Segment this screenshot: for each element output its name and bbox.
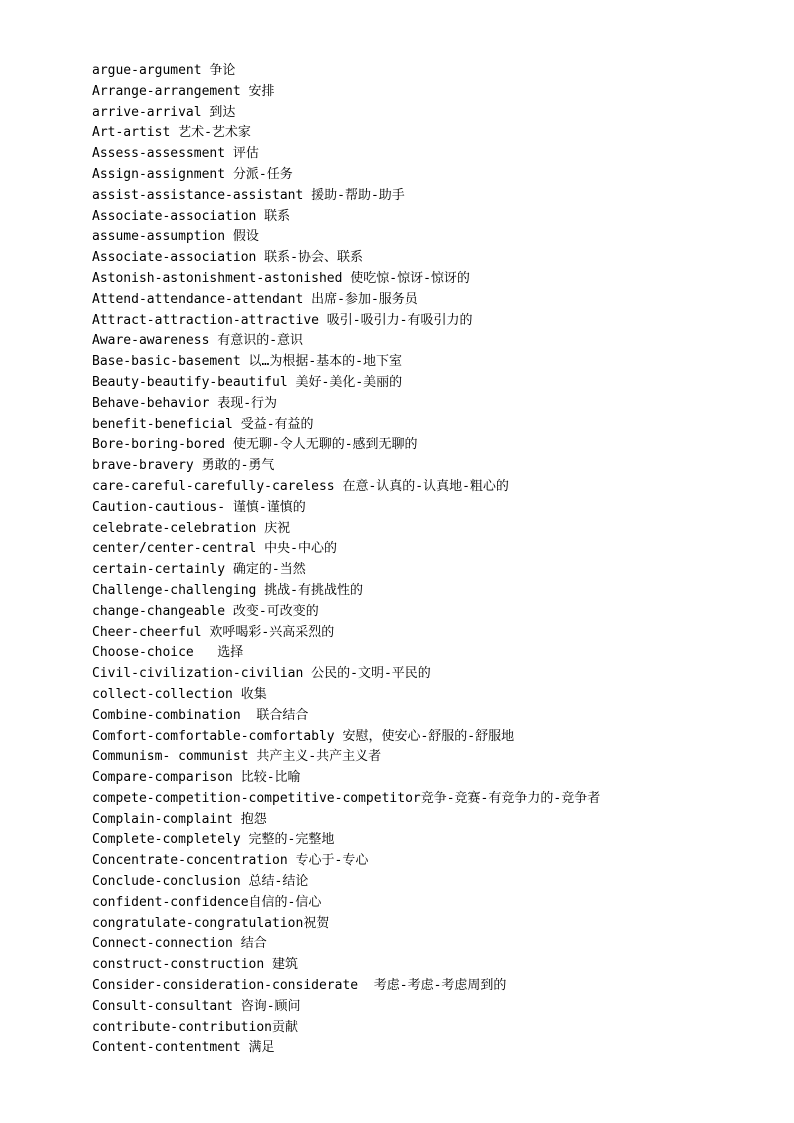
vocabulary-entry: Arrange-arrangement 安排 [92,83,275,99]
vocabulary-entry: Associate-association 联系-协会、联系 [92,250,364,266]
vocabulary-entry: Cheer-cheerful 欢呼喝彩-兴高采烈的 [92,624,335,640]
vocabulary-entry: certain-certainly 确定的-当然 [92,562,306,578]
vocabulary-entry: Conclude-conclusion 总结-结论 [92,874,309,890]
vocabulary-entry: change-changeable 改变-可改变的 [92,603,319,619]
vocabulary-entry: Combine-combination 联合结合 [92,707,309,723]
vocabulary-entry: Content-contentment 满足 [92,1040,275,1056]
vocabulary-list [92,61,600,1059]
vocabulary-entry: Comfort-comfortable-comfortably 安慰，使安心-舒服的-舒服地 [92,728,515,744]
vocabulary-entry: Assess-assessment 评估 [92,146,259,162]
vocabulary-entry: Attend-attendance-attendant 出席-参加-服务员 [92,291,418,307]
vocabulary-entry: Art-artist 艺术-艺术家 [92,125,251,141]
vocabulary-entry: argue-argument 争论 [92,63,236,78]
vocabulary-entry: care-careful-carefully-careless 在意-认真的-认真地-粗心的 [92,478,509,494]
vocabulary-entry: Caution-cautious- 谨慎-谨慎的 [92,499,306,515]
vocabulary-entry: Base-basic-basement 以…为根据-基本的-地下室 [92,354,403,370]
vocabulary-entry: confident-confidence自信的-信心 [92,894,322,910]
vocabulary-entry: Communism- communist 共产主义-共产主义者 [92,749,382,765]
vocabulary-entry: center/center-central 中央-中心的 [92,541,338,557]
vocabulary-entry: assist-assistance-assistant 援助-帮助-助手 [92,187,405,203]
vocabulary-entry: Consult-consultant 咨询-顾问 [92,998,301,1014]
vocabulary-entry: Complain-complaint 抱怨 [92,811,267,827]
vocabulary-entry: Bore-boring-bored 使无聊-令人无聊的-感到无聊的 [92,437,418,453]
vocabulary-entry: Behave-behavior 表现-行为 [92,395,278,411]
vocabulary-entry: Compare-comparison 比较-比喻 [92,770,301,786]
vocabulary-entry: Concentrate-concentration 专心于-专心 [92,853,369,869]
vocabulary-entry: Consider-consideration-considerate 考虑-考虑-考虑周到的 [92,978,507,994]
vocabulary-entry: compete-competition-competitive-competitor竞争-竞赛-有竞争力的-竞争者 [92,790,601,806]
vocabulary-entry: arrive-arrival 到达 [92,104,236,120]
vocabulary-entry: celebrate-celebration 庆祝 [92,520,291,536]
vocabulary-entry: Civil-civilization-civilian 公民的-文明-平民的 [92,666,431,682]
vocabulary-entry: congratulate-congratulation祝贺 [92,915,330,931]
vocabulary-entry: benefit-beneficial 受益-有益的 [92,416,314,432]
vocabulary-entry: Aware-awareness 有意识的-意识 [92,333,304,349]
vocabulary-entry: Associate-association 联系 [92,208,291,224]
vocabulary-entry: Assign-assignment 分派-任务 [92,166,293,182]
vocabulary-entry: construct-construction 建筑 [92,957,299,973]
vocabulary-entry: Astonish-astonishment-astonished 使吃惊-惊讶-惊讶的 [92,270,470,286]
vocabulary-entry: Attract-attraction-attractive 吸引-吸引力-有吸引力的 [92,312,473,328]
vocabulary-entry: assume-assumption 假设 [92,229,259,245]
vocabulary-entry: brave-bravery 勇敢的-勇气 [92,458,275,474]
vocabulary-entry: collect-collection 收集 [92,686,267,702]
vocabulary-entry: Beauty-beautify-beautiful 美好-美化-美丽的 [92,374,403,390]
vocabulary-entry: Complete-completely 完整的-完整地 [92,832,335,848]
vocabulary-entry: Connect-connection 结合 [92,936,267,952]
vocabulary-entry: Choose-choice 选择 [92,645,244,661]
vocabulary-entry: contribute-contribution贡献 [92,1019,299,1035]
vocabulary-entry: Challenge-challenging 挑战-有挑战性的 [92,582,364,598]
